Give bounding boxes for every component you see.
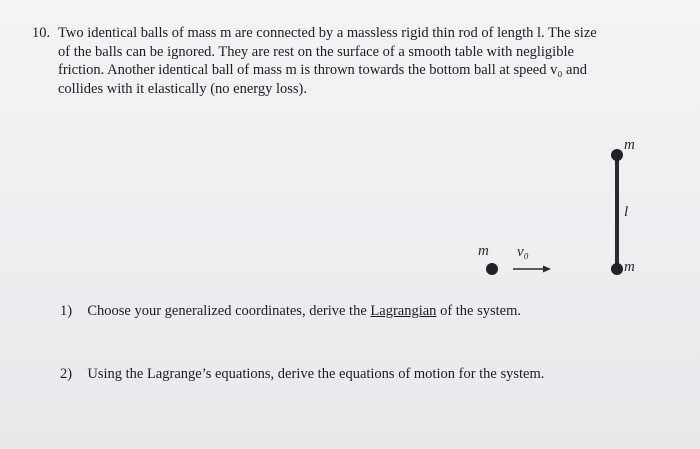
velocity-arrow-head xyxy=(543,266,551,273)
bottom-ball xyxy=(611,263,623,275)
top-mass-label: m xyxy=(624,137,635,153)
question-2-number: 2) xyxy=(60,366,73,382)
problem-line: collides with it elastically (no energy loss). xyxy=(58,80,307,97)
problem-line: Two identical balls of mass m are connected by a massless rigid thin rod of length l. The size xyxy=(58,25,597,41)
question-2 xyxy=(60,366,544,383)
bottom-mass-label: m xyxy=(624,259,635,275)
problem-line: friction. Another identical ball of mass m is thrown towards the bottom ball at speed v₀ and xyxy=(58,62,587,78)
moving-ball xyxy=(486,263,498,275)
moving-mass-label: m xyxy=(478,243,489,259)
rod-length-label: l xyxy=(624,204,629,220)
question-1 xyxy=(60,303,521,320)
question-1-text-before: Choose your generalized coordinates, derive the xyxy=(87,303,371,319)
question-1-number: 1) xyxy=(60,303,73,319)
question-2-text: Using the Lagrange’s equations, derive the equations of motion for the system. xyxy=(87,366,545,382)
problem-line: of the balls can be ignored. They are rest on the surface of a smooth table with negligible xyxy=(58,43,574,60)
velocity-label: v₀ xyxy=(517,244,529,260)
question-1-text-after: of the system. xyxy=(436,303,522,319)
problem-number: 10. xyxy=(32,25,51,41)
top-ball xyxy=(611,149,623,161)
question-1-lagrangian: Lagrangian xyxy=(370,303,437,319)
